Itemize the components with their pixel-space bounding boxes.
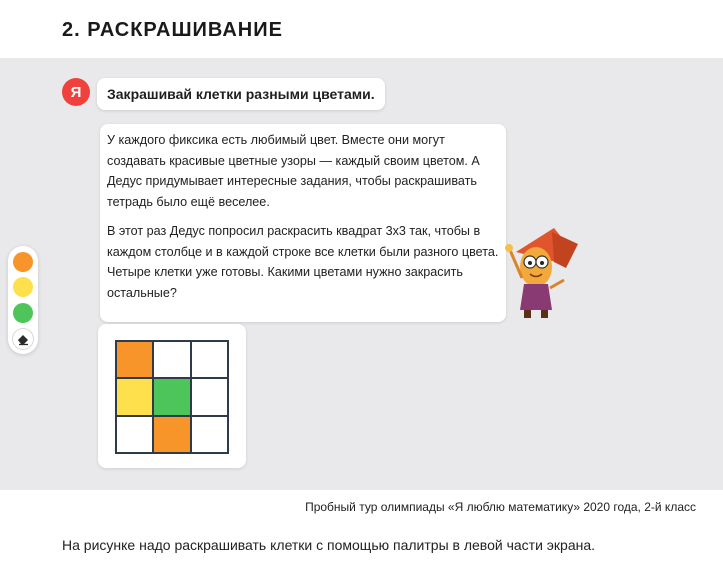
task-paragraph-2: В этот раз Дедус попросил раскрасить квадрат 3х3 так, чтобы в каждом столбце и в каждой строке все клетки были разного цвета. Четыре клетки уже готовы. Какими цветами нужно закрасить остальные? [107,224,499,300]
grid-cell[interactable] [153,378,190,415]
coloring-grid [115,340,229,454]
grid-cell[interactable] [191,341,228,378]
task-text-card [100,124,506,322]
grid-cell[interactable] [116,416,153,453]
dedus-mascot-image [496,222,586,322]
task-paragraph-1: У каждого фиксика есть любимый цвет. Вместе они могут создавать красивые цветные узоры — каждый своим цветом. А Дедус придумывает интересные задания, чтобы раскрашивать тетрадь было ещё веселее. [107,133,480,209]
instruction-note: На рисунке надо раскрашивать клетки с помощью палитры в левой части экрана. [62,537,596,553]
grid-cell[interactable] [116,378,153,415]
orange-swatch[interactable] [13,252,33,272]
eraser-glyph-icon [16,332,30,346]
yandex-logo-badge: Я [62,78,90,106]
grid-cell[interactable] [116,341,153,378]
eraser-icon[interactable] [13,329,33,349]
grid-cell[interactable] [191,416,228,453]
grid-cell[interactable] [153,416,190,453]
source-caption: Пробный тур олимпиады «Я люблю математику» 2020 года, 2-й класс [305,500,696,514]
green-swatch[interactable] [13,303,33,323]
task-title: Закрашивай клетки разными цветами. [97,78,385,110]
grid-cell[interactable] [191,378,228,415]
yellow-swatch[interactable] [13,277,33,297]
grid-cell[interactable] [153,341,190,378]
section-heading: 2. РАСКРАШИВАНИЕ [62,19,283,41]
color-palette [8,246,38,354]
grid-card [98,324,246,468]
